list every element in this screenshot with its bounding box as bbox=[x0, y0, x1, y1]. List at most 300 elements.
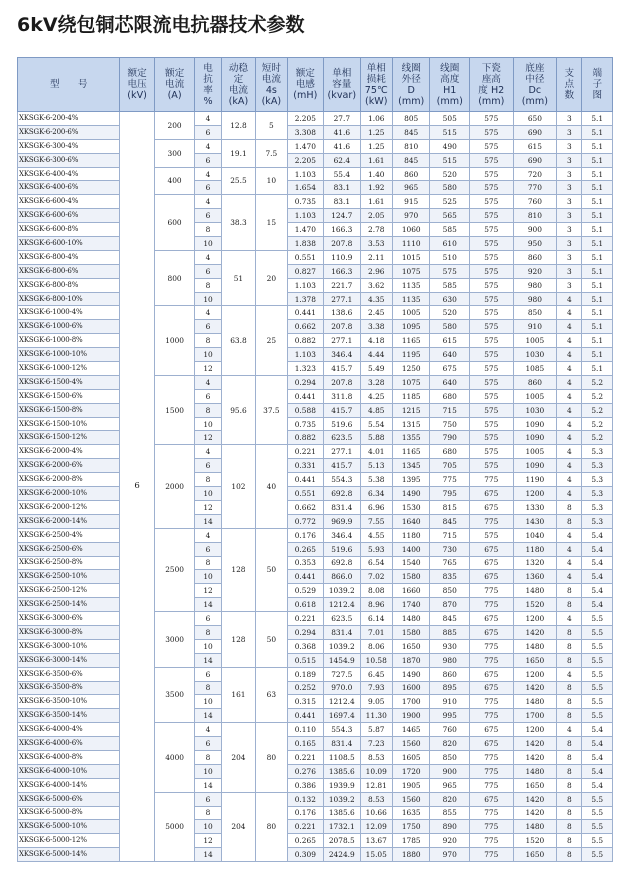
cell-dynamic-current: 128 bbox=[221, 528, 255, 611]
cell-support-count: 4 bbox=[557, 556, 582, 570]
cell-inductance: 1.103 bbox=[287, 348, 323, 362]
cell-capacity: 207.8 bbox=[324, 320, 360, 334]
cell-coil-height: 730 bbox=[430, 542, 470, 556]
header-line: (mm) bbox=[436, 95, 463, 107]
cell-model: XKSGK-6-1000-4% bbox=[18, 306, 120, 320]
cell-base-height: 575 bbox=[470, 125, 514, 139]
cell-inductance: 2.205 bbox=[287, 112, 323, 126]
cell-coil-height: 930 bbox=[430, 639, 470, 653]
cell-reactance-rate: 14 bbox=[195, 514, 221, 528]
cell-capacity: 1454.9 bbox=[324, 653, 360, 667]
cell-coil-diameter: 1530 bbox=[392, 500, 430, 514]
header-line: 额定 bbox=[165, 68, 185, 79]
page-title: 6kV绕包铜芯限流电抗器技术参数 bbox=[17, 14, 305, 36]
cell-base-diameter: 1480 bbox=[513, 639, 557, 653]
header-line: 线圈 bbox=[401, 62, 421, 74]
cell-model: XKSGK-6-400-4% bbox=[18, 167, 120, 181]
header-line: 额定 bbox=[295, 68, 315, 79]
cell-base-height: 575 bbox=[470, 528, 514, 542]
cell-terminal-diagram: 5.5 bbox=[582, 848, 613, 862]
cell-coil-height: 895 bbox=[430, 681, 470, 695]
cell-coil-diameter: 860 bbox=[392, 167, 430, 181]
header-line: % bbox=[203, 95, 213, 107]
cell-base-diameter: 690 bbox=[513, 153, 557, 167]
cell-capacity: 727.5 bbox=[324, 667, 360, 681]
cell-coil-height: 835 bbox=[430, 570, 470, 584]
header-line: 外径 bbox=[401, 73, 421, 85]
cell-base-height: 575 bbox=[470, 431, 514, 445]
header-line: 下瓷 bbox=[481, 62, 501, 74]
table-row bbox=[18, 598, 613, 612]
cell-inductance: 0.221 bbox=[287, 612, 323, 626]
cell-inductance: 2.205 bbox=[287, 153, 323, 167]
cell-coil-diameter: 1560 bbox=[392, 792, 430, 806]
cell-loss: 10.09 bbox=[360, 764, 392, 778]
cell-terminal-diagram: 5.5 bbox=[582, 792, 613, 806]
cell-base-diameter: 860 bbox=[513, 375, 557, 389]
cell-capacity: 166.3 bbox=[324, 223, 360, 237]
cell-base-diameter: 980 bbox=[513, 278, 557, 292]
cell-base-diameter: 1420 bbox=[513, 737, 557, 751]
cell-capacity: 831.4 bbox=[324, 737, 360, 751]
cell-model: XKSGK-6-2000-8% bbox=[18, 473, 120, 487]
cell-base-diameter: 1650 bbox=[513, 653, 557, 667]
table-row bbox=[18, 292, 613, 306]
cell-model: XKSGK-6-4000-8% bbox=[18, 750, 120, 764]
cell-loss: 2.78 bbox=[360, 223, 392, 237]
cell-loss: 1.06 bbox=[360, 112, 392, 126]
cell-capacity: 415.7 bbox=[324, 362, 360, 376]
cell-reactance-rate: 4 bbox=[195, 167, 221, 181]
cell-inductance: 0.441 bbox=[287, 306, 323, 320]
cell-loss: 6.96 bbox=[360, 500, 392, 514]
cell-reactance-rate: 6 bbox=[195, 389, 221, 403]
cell-terminal-diagram: 5.4 bbox=[582, 542, 613, 556]
header-line: (kvar) bbox=[327, 90, 357, 101]
table-row bbox=[18, 764, 613, 778]
cell-coil-height: 615 bbox=[430, 334, 470, 348]
cell-loss: 2.05 bbox=[360, 209, 392, 223]
cell-reactance-rate: 8 bbox=[195, 681, 221, 695]
cell-short-current: 25 bbox=[256, 306, 287, 375]
cell-model: XKSGK-6-2000-12% bbox=[18, 500, 120, 514]
cell-coil-height: 715 bbox=[430, 403, 470, 417]
cell-inductance: 0.221 bbox=[287, 820, 323, 834]
cell-coil-height: 525 bbox=[430, 195, 470, 209]
cell-reactance-rate: 8 bbox=[195, 806, 221, 820]
cell-dynamic-current: 95.6 bbox=[221, 375, 255, 444]
cell-capacity: 692.8 bbox=[324, 556, 360, 570]
cell-base-height: 775 bbox=[470, 514, 514, 528]
header-support-count bbox=[557, 58, 582, 112]
table-row bbox=[18, 806, 613, 820]
header-line: 数 bbox=[564, 90, 575, 101]
cell-base-diameter: 1200 bbox=[513, 723, 557, 737]
cell-coil-diameter: 1635 bbox=[392, 806, 430, 820]
cell-base-diameter: 1200 bbox=[513, 612, 557, 626]
cell-coil-height: 585 bbox=[430, 223, 470, 237]
cell-terminal-diagram: 5.1 bbox=[582, 237, 613, 251]
cell-loss: 4.01 bbox=[360, 445, 392, 459]
cell-coil-diameter: 965 bbox=[392, 181, 430, 195]
cell-inductance: 0.315 bbox=[287, 695, 323, 709]
cell-terminal-diagram: 5.1 bbox=[582, 292, 613, 306]
cell-support-count: 4 bbox=[557, 542, 582, 556]
cell-base-diameter: 1320 bbox=[513, 556, 557, 570]
cell-support-count: 3 bbox=[557, 112, 582, 126]
cell-model: XKSGK-6-5000-6% bbox=[18, 792, 120, 806]
cell-inductance: 0.294 bbox=[287, 375, 323, 389]
cell-model: XKSGK-6-800-10% bbox=[18, 292, 120, 306]
cell-coil-height: 980 bbox=[430, 653, 470, 667]
cell-coil-diameter: 1315 bbox=[392, 417, 430, 431]
cell-terminal-diagram: 5.1 bbox=[582, 223, 613, 237]
cell-base-diameter: 690 bbox=[513, 125, 557, 139]
cell-terminal-diagram: 5.3 bbox=[582, 459, 613, 473]
cell-model: XKSGK-6-2000-10% bbox=[18, 487, 120, 501]
cell-coil-height: 820 bbox=[430, 792, 470, 806]
cell-capacity: 62.4 bbox=[324, 153, 360, 167]
cell-support-count: 8 bbox=[557, 820, 582, 834]
header-line: 度 H2 bbox=[478, 84, 505, 96]
cell-support-count: 8 bbox=[557, 598, 582, 612]
table-row bbox=[18, 625, 613, 639]
cell-coil-height: 970 bbox=[430, 848, 470, 862]
cell-inductance: 0.176 bbox=[287, 806, 323, 820]
cell-base-diameter: 1190 bbox=[513, 473, 557, 487]
cell-reactance-rate: 10 bbox=[195, 820, 221, 834]
cell-inductance: 0.331 bbox=[287, 459, 323, 473]
cell-current: 300 bbox=[154, 139, 195, 167]
table-row bbox=[18, 125, 613, 139]
header-line: 型 号 bbox=[49, 79, 88, 90]
cell-model: XKSGK-6-4000-4% bbox=[18, 723, 120, 737]
cell-coil-diameter: 1640 bbox=[392, 514, 430, 528]
cell-coil-diameter: 1560 bbox=[392, 737, 430, 751]
cell-loss: 5.13 bbox=[360, 459, 392, 473]
cell-reactance-rate: 4 bbox=[195, 112, 221, 126]
table-row bbox=[18, 459, 613, 473]
cell-base-height: 675 bbox=[470, 667, 514, 681]
cell-support-count: 4 bbox=[557, 292, 582, 306]
cell-base-diameter: 1520 bbox=[513, 834, 557, 848]
table-row bbox=[18, 417, 613, 431]
cell-reactance-rate: 8 bbox=[195, 223, 221, 237]
cell-inductance: 0.551 bbox=[287, 487, 323, 501]
cell-model: XKSGK-6-1000-6% bbox=[18, 320, 120, 334]
cell-model: XKSGK-6-5000-10% bbox=[18, 820, 120, 834]
cell-capacity: 623.5 bbox=[324, 431, 360, 445]
cell-support-count: 4 bbox=[557, 362, 582, 376]
cell-reactance-rate: 4 bbox=[195, 445, 221, 459]
cell-base-diameter: 1420 bbox=[513, 681, 557, 695]
header-line: (mm) bbox=[478, 95, 505, 107]
cell-loss: 5.93 bbox=[360, 542, 392, 556]
cell-short-current: 50 bbox=[256, 612, 287, 668]
cell-coil-diameter: 1400 bbox=[392, 542, 430, 556]
header-line: 电流 bbox=[261, 73, 281, 85]
cell-reactance-rate: 8 bbox=[195, 403, 221, 417]
cell-loss: 5.87 bbox=[360, 723, 392, 737]
header-base-height bbox=[470, 58, 514, 112]
cell-inductance: 0.189 bbox=[287, 667, 323, 681]
cell-loss: 4.85 bbox=[360, 403, 392, 417]
header-line: 高度 bbox=[440, 73, 460, 85]
cell-terminal-diagram: 5.1 bbox=[582, 209, 613, 223]
cell-base-diameter: 1030 bbox=[513, 403, 557, 417]
cell-capacity: 831.4 bbox=[324, 625, 360, 639]
cell-model: XKSGK-6-1500-8% bbox=[18, 403, 120, 417]
cell-terminal-diagram: 5.4 bbox=[582, 737, 613, 751]
cell-base-height: 775 bbox=[470, 653, 514, 667]
cell-support-count: 8 bbox=[557, 639, 582, 653]
cell-capacity: 41.6 bbox=[324, 125, 360, 139]
header-line: 4s bbox=[265, 84, 277, 96]
cell-base-height: 575 bbox=[470, 292, 514, 306]
header-line: 抗 bbox=[203, 73, 213, 85]
cell-coil-diameter: 1700 bbox=[392, 695, 430, 709]
cell-coil-diameter: 1880 bbox=[392, 848, 430, 862]
cell-capacity: 554.3 bbox=[324, 473, 360, 487]
cell-base-diameter: 910 bbox=[513, 320, 557, 334]
cell-coil-diameter: 1660 bbox=[392, 584, 430, 598]
table-row bbox=[18, 320, 613, 334]
cell-coil-height: 995 bbox=[430, 709, 470, 723]
cell-coil-height: 965 bbox=[430, 778, 470, 792]
cell-coil-diameter: 1110 bbox=[392, 237, 430, 251]
cell-terminal-diagram: 5.4 bbox=[582, 764, 613, 778]
cell-terminal-diagram: 5.5 bbox=[582, 653, 613, 667]
cell-reactance-rate: 4 bbox=[195, 723, 221, 737]
cell-base-diameter: 615 bbox=[513, 139, 557, 153]
cell-coil-diameter: 1395 bbox=[392, 473, 430, 487]
table-row bbox=[18, 695, 613, 709]
cell-current: 200 bbox=[154, 112, 195, 140]
cell-short-current: 20 bbox=[256, 250, 287, 306]
cell-coil-diameter: 1345 bbox=[392, 459, 430, 473]
cell-terminal-diagram: 5.1 bbox=[582, 153, 613, 167]
cell-coil-diameter: 1490 bbox=[392, 667, 430, 681]
cell-model: XKSGK-6-1000-10% bbox=[18, 348, 120, 362]
cell-coil-height: 795 bbox=[430, 487, 470, 501]
cell-loss: 7.01 bbox=[360, 625, 392, 639]
cell-loss: 6.45 bbox=[360, 667, 392, 681]
cell-coil-height: 845 bbox=[430, 514, 470, 528]
cell-loss: 3.28 bbox=[360, 375, 392, 389]
cell-dynamic-current: 204 bbox=[221, 792, 255, 861]
cell-coil-diameter: 1180 bbox=[392, 528, 430, 542]
cell-support-count: 8 bbox=[557, 695, 582, 709]
cell-model: XKSGK-6-2500-8% bbox=[18, 556, 120, 570]
cell-base-height: 775 bbox=[470, 473, 514, 487]
cell-coil-height: 505 bbox=[430, 112, 470, 126]
cell-inductance: 0.221 bbox=[287, 445, 323, 459]
cell-base-height: 575 bbox=[470, 250, 514, 264]
header-short-current bbox=[256, 58, 287, 112]
cell-loss: 1.61 bbox=[360, 153, 392, 167]
cell-loss: 5.38 bbox=[360, 473, 392, 487]
cell-terminal-diagram: 5.1 bbox=[582, 348, 613, 362]
table-row bbox=[18, 237, 613, 251]
cell-model: XKSGK-6-1000-12% bbox=[18, 362, 120, 376]
cell-model: XKSGK-6-1500-4% bbox=[18, 375, 120, 389]
header-capacity bbox=[324, 58, 360, 112]
cell-reactance-rate: 14 bbox=[195, 778, 221, 792]
table-row bbox=[18, 112, 613, 126]
cell-reactance-rate: 10 bbox=[195, 639, 221, 653]
cell-base-diameter: 1005 bbox=[513, 389, 557, 403]
cell-inductance: 0.252 bbox=[287, 681, 323, 695]
cell-base-height: 675 bbox=[470, 681, 514, 695]
cell-coil-diameter: 1015 bbox=[392, 250, 430, 264]
cell-reactance-rate: 12 bbox=[195, 834, 221, 848]
cell-model: XKSGK-6-600-6% bbox=[18, 209, 120, 223]
cell-capacity: 27.7 bbox=[324, 112, 360, 126]
cell-capacity: 623.5 bbox=[324, 612, 360, 626]
cell-model: XKSGK-6-3000-8% bbox=[18, 625, 120, 639]
cell-base-diameter: 1420 bbox=[513, 806, 557, 820]
table-row bbox=[18, 514, 613, 528]
cell-reactance-rate: 14 bbox=[195, 848, 221, 862]
cell-terminal-diagram: 5.5 bbox=[582, 681, 613, 695]
cell-terminal-diagram: 5.1 bbox=[582, 195, 613, 209]
cell-support-count: 4 bbox=[557, 417, 582, 431]
cell-reactance-rate: 6 bbox=[195, 320, 221, 334]
table-row bbox=[18, 500, 613, 514]
cell-base-height: 575 bbox=[470, 334, 514, 348]
table-row bbox=[18, 834, 613, 848]
cell-reactance-rate: 14 bbox=[195, 709, 221, 723]
cell-reactance-rate: 10 bbox=[195, 292, 221, 306]
cell-model: XKSGK-6-5000-8% bbox=[18, 806, 120, 820]
cell-short-current: 5 bbox=[256, 112, 287, 140]
cell-coil-height: 845 bbox=[430, 612, 470, 626]
cell-support-count: 3 bbox=[557, 181, 582, 195]
cell-support-count: 3 bbox=[557, 250, 582, 264]
cell-coil-height: 910 bbox=[430, 695, 470, 709]
cell-terminal-diagram: 5.3 bbox=[582, 514, 613, 528]
cell-current: 400 bbox=[154, 167, 195, 195]
cell-capacity: 110.9 bbox=[324, 250, 360, 264]
cell-inductance: 1.103 bbox=[287, 167, 323, 181]
header-line: 端 bbox=[592, 68, 603, 79]
cell-capacity: 124.7 bbox=[324, 209, 360, 223]
table-row bbox=[18, 639, 613, 653]
header-line: 支 bbox=[564, 68, 575, 79]
cell-loss: 7.93 bbox=[360, 681, 392, 695]
cell-coil-diameter: 1905 bbox=[392, 778, 430, 792]
cell-inductance: 0.309 bbox=[287, 848, 323, 862]
cell-loss: 10.66 bbox=[360, 806, 392, 820]
cell-capacity: 554.3 bbox=[324, 723, 360, 737]
cell-loss: 2.96 bbox=[360, 264, 392, 278]
cell-model: XKSGK-6-600-4% bbox=[18, 195, 120, 209]
table-row bbox=[18, 750, 613, 764]
cell-coil-diameter: 1075 bbox=[392, 264, 430, 278]
cell-base-diameter: 1520 bbox=[513, 598, 557, 612]
cell-support-count: 4 bbox=[557, 403, 582, 417]
header-line: 电流 bbox=[165, 79, 185, 90]
cell-coil-diameter: 1355 bbox=[392, 431, 430, 445]
cell-coil-diameter: 845 bbox=[392, 125, 430, 139]
cell-dynamic-current: 102 bbox=[221, 445, 255, 528]
cell-inductance: 1.654 bbox=[287, 181, 323, 195]
cell-base-diameter: 1005 bbox=[513, 445, 557, 459]
cell-loss: 11.30 bbox=[360, 709, 392, 723]
table-row bbox=[18, 306, 613, 320]
cell-base-height: 575 bbox=[470, 278, 514, 292]
cell-base-diameter: 950 bbox=[513, 237, 557, 251]
cell-coil-height: 760 bbox=[430, 723, 470, 737]
header-line: 点 bbox=[564, 79, 575, 90]
cell-coil-height: 580 bbox=[430, 181, 470, 195]
cell-terminal-diagram: 5.5 bbox=[582, 667, 613, 681]
header-line: 率 bbox=[203, 84, 213, 96]
cell-current: 3500 bbox=[154, 667, 195, 723]
cell-model: XKSGK-6-1000-8% bbox=[18, 334, 120, 348]
cell-reactance-rate: 6 bbox=[195, 459, 221, 473]
cell-coil-diameter: 1165 bbox=[392, 445, 430, 459]
cell-capacity: 1108.5 bbox=[324, 750, 360, 764]
cell-base-height: 675 bbox=[470, 737, 514, 751]
cell-coil-height: 850 bbox=[430, 584, 470, 598]
header-line: 额定 bbox=[127, 68, 147, 79]
cell-model: XKSGK-6-2500-10% bbox=[18, 570, 120, 584]
cell-base-height: 575 bbox=[470, 445, 514, 459]
cell-base-diameter: 860 bbox=[513, 250, 557, 264]
cell-capacity: 969.9 bbox=[324, 514, 360, 528]
cell-reactance-rate: 6 bbox=[195, 737, 221, 751]
cell-inductance: 0.882 bbox=[287, 334, 323, 348]
cell-short-current: 80 bbox=[256, 723, 287, 792]
cell-coil-diameter: 1580 bbox=[392, 570, 430, 584]
cell-capacity: 1039.2 bbox=[324, 639, 360, 653]
cell-dynamic-current: 38.3 bbox=[221, 195, 255, 251]
cell-inductance: 0.735 bbox=[287, 195, 323, 209]
cell-loss: 2.11 bbox=[360, 250, 392, 264]
cell-reactance-rate: 6 bbox=[195, 667, 221, 681]
cell-base-diameter: 1180 bbox=[513, 542, 557, 556]
cell-inductance: 1.470 bbox=[287, 223, 323, 237]
cell-coil-height: 630 bbox=[430, 292, 470, 306]
cell-support-count: 3 bbox=[557, 139, 582, 153]
cell-coil-diameter: 1785 bbox=[392, 834, 430, 848]
cell-support-count: 4 bbox=[557, 473, 582, 487]
cell-base-diameter: 770 bbox=[513, 181, 557, 195]
cell-model: XKSGK-6-1500-12% bbox=[18, 431, 120, 445]
table-row bbox=[18, 445, 613, 459]
cell-reactance-rate: 6 bbox=[195, 792, 221, 806]
cell-loss: 8.08 bbox=[360, 584, 392, 598]
cell-terminal-diagram: 5.1 bbox=[582, 362, 613, 376]
cell-dynamic-current: 204 bbox=[221, 723, 255, 792]
header-line: 底座 bbox=[525, 62, 545, 74]
cell-support-count: 3 bbox=[557, 237, 582, 251]
cell-support-count: 3 bbox=[557, 167, 582, 181]
cell-base-height: 775 bbox=[470, 848, 514, 862]
cell-support-count: 8 bbox=[557, 764, 582, 778]
cell-terminal-diagram: 5.1 bbox=[582, 320, 613, 334]
cell-base-diameter: 1030 bbox=[513, 348, 557, 362]
cell-terminal-diagram: 5.5 bbox=[582, 820, 613, 834]
cell-terminal-diagram: 5.5 bbox=[582, 806, 613, 820]
cell-inductance: 0.551 bbox=[287, 250, 323, 264]
cell-base-height: 575 bbox=[470, 348, 514, 362]
cell-inductance: 0.618 bbox=[287, 598, 323, 612]
cell-base-diameter: 1700 bbox=[513, 709, 557, 723]
cell-support-count: 8 bbox=[557, 514, 582, 528]
cell-capacity: 277.1 bbox=[324, 292, 360, 306]
